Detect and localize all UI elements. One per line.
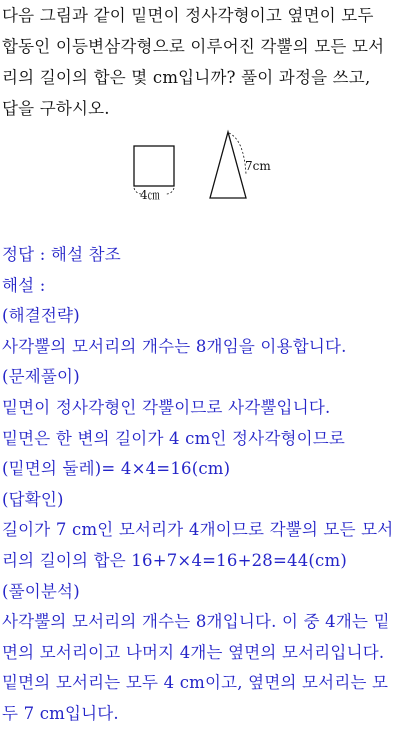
- analysis-line: 두 7 cm입니다.: [2, 703, 119, 723]
- solve-heading: (문제풀이): [2, 367, 80, 387]
- analysis-line: 사각뿔의 모서리의 개수는 8개입니다. 이 중 4개는 밑: [2, 612, 390, 632]
- solve-line: (밑면의 둘레)= 4×4=16(cm): [2, 459, 231, 479]
- problem-line: 합동인 이등변삼각형으로 이루어진 각뿔의 모든 모서: [2, 37, 385, 56]
- solution-block: [2, 240, 398, 730]
- analysis-line: 면의 모서리이고 나머지 4개는 옆면의 모서리입니다.: [2, 642, 385, 662]
- check-heading: (답확인): [2, 489, 64, 509]
- square-base: [134, 146, 174, 186]
- solve-line: 밑면이 정사각형인 각뿔이므로 사각뿔입니다.: [2, 397, 331, 417]
- analysis-line: 밑면의 모서리는 모두 4 cm이고, 옆면의 모서리는 모: [2, 673, 389, 693]
- problem-line: 답을 구하시오.: [2, 99, 110, 118]
- triangle-face: [210, 132, 246, 198]
- figure-svg: [128, 126, 288, 206]
- answer-line: 정답 : 해설 참조: [2, 245, 121, 264]
- explanation-label: 해설 :: [2, 275, 46, 295]
- problem-line: 다음 그림과 같이 밑면이 정사각형이고 옆면이 모두: [2, 6, 374, 25]
- problem-line: 리의 길이의 합은 몇 cm입니까? 풀이 과정을 쓰고,: [2, 68, 371, 87]
- problem-text: [2, 0, 398, 124]
- analysis-heading: (풀이분석): [2, 581, 80, 601]
- square-label: 4㎝: [140, 188, 160, 202]
- strategy-heading: (해결전략): [2, 306, 80, 326]
- triangle-label: 7cm: [245, 159, 271, 173]
- check-line: 리의 길이의 합은 16+7×4=16+28=44(cm): [2, 550, 347, 570]
- strategy-text: 사각뿔의 모서리의 개수는 8개임을 이용합니다.: [2, 336, 347, 356]
- solve-line: 밑면은 한 변의 길이가 4 cm인 정사각형이므로: [2, 428, 346, 448]
- check-line: 길이가 7 cm인 모서리가 4개이므로 각뿔의 모든 모서: [2, 520, 394, 540]
- pyramid-figure: [128, 126, 288, 206]
